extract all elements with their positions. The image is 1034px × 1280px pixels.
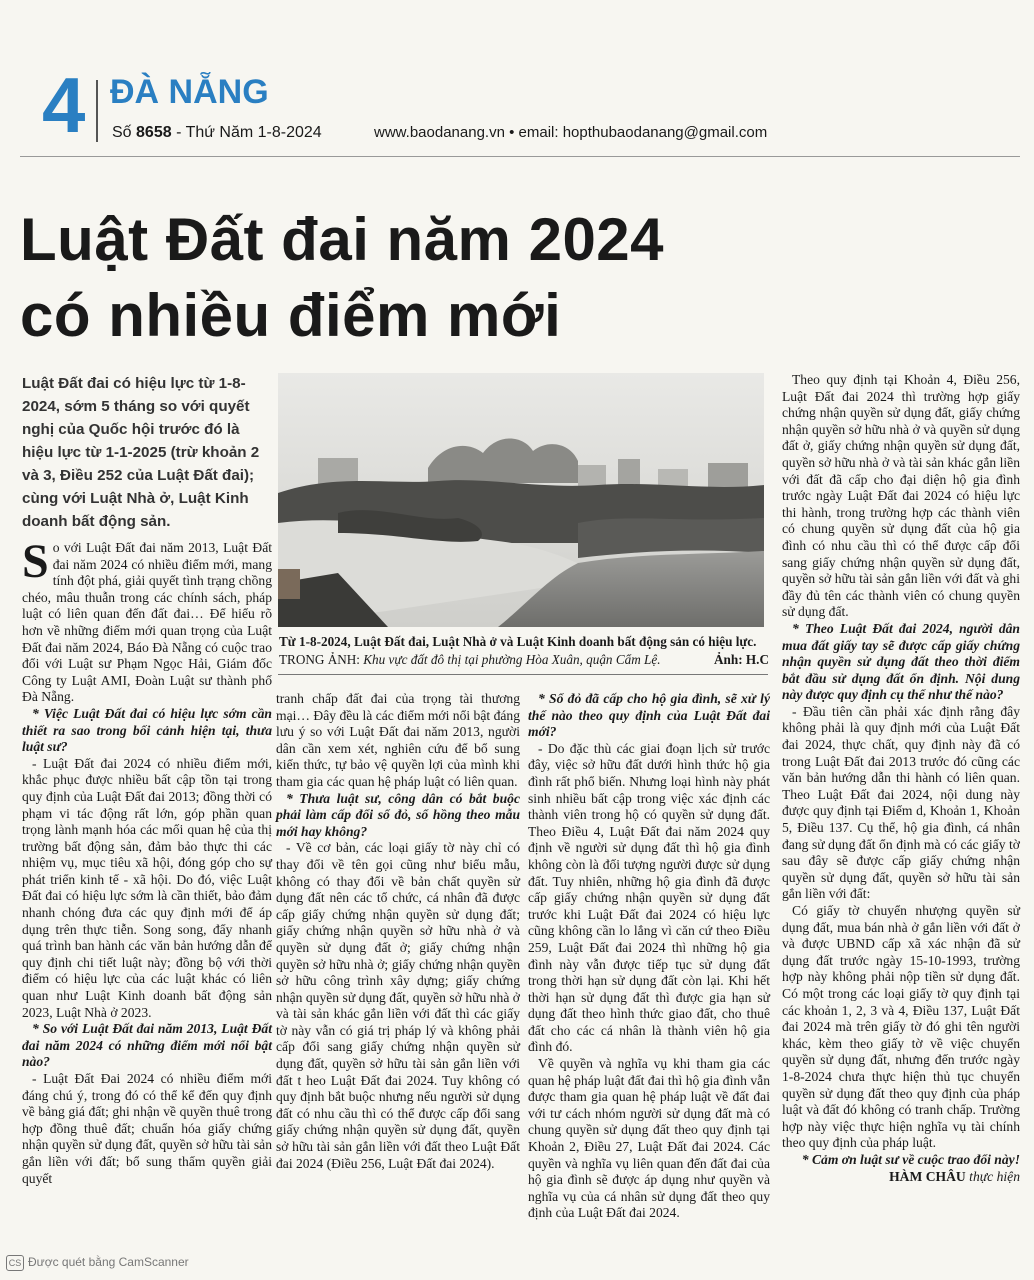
scanner-text: Được quét bằng CamScanner [28, 1255, 189, 1270]
article-lead: Luật Đất đai có hiệu lực từ 1-8-2024, sớm 5 tháng so với quyết nghị của Quốc hội trước đó là hiệu lực từ 1-1-2025 (trừ khoản 2 và 3, Điều 252 của Luật Đất đai); cùng với Luật Nhà ở, Luật Kinh doanh bất động sản. [22, 375, 260, 530]
answer-1: - Luật Đất đai 2024 có nhiều điểm mới, khắc phục được nhiều bất cập tồn tại trong quy định của Luật Đất đai 2013; đồng thời có phạm vi tác động rất lớn, góp phần quan trọng lành mạnh hóa các mối quan hệ của thị trường bất động sản, đảm bảo thực thi các nhiệm vụ, mục tiêu xã hội, đóng góp cho sự phát triển kinh tế - xã hội. Do đó, việc Luật Đất đai có hiệu lực sớm là cần thiết, bảo đảm nhanh chóng đưa các quy định mới để áp dụng trên thực tiễn. Song song, đẩy nhanh quá trình ban hành các văn bản hướng dẫn để quy định chi tiết luật này; đồng bộ với thời điểm có hiệu lực của các luật khác có liên quan như Luật Kinh doanh bất động sản 2023, Luật Nhà ở 2023. [22, 755, 272, 1020]
photo-caption-bold: Từ 1-8-2024, Luật Đất đai, Luật Nhà ở và Luật Kinh doanh bất động sản có hiệu lực. [279, 634, 757, 649]
answer-3: - Về cơ bản, các loại giấy tờ này chỉ có thay đổi về tên gọi cũng như biểu mẫu, không có thay đổi về bản chất quyền sử dụng đất nên các tổ chức, cá nhân đã được cấp giấy chứng nhận quyền sử dụng đất; giấy chứng nhận quyền sở hữu nhà ở và quyền sử dụng đất ở; giấy chứng nhận quyền sở hữu nhà ở; giấy chứng nhận quyền sở hữu công trình xây dựng; giấy chứng nhận quyền sử dụng đất, quyền sở hữu nhà ở và tài sản khác gắn liền với đất thì các giấy tờ này vẫn có giá trị pháp lý và không phải cấp đổi sang giấy chứng nhận quyền sử dụng đất, quyền sở hữu tài sản gắn liền với đất t heo Luật Đất đai 2024. Tuy không có quy định bắt buộc nhưng nếu người sử dụng đất có nhu cầu thì có thể được cấp đổi sang giấy chứng nhận quyền sử dụng đất, quyền sở hữu tài sản gắn liền với đất theo Luật Đất đai 2024 (Điều 256, Luật Đất đai 2024). [276, 840, 520, 1171]
author-byline: HÀM CHÂU thực hiện [889, 1168, 1020, 1184]
paragraph-article-256: Theo quy định tại Khoản 4, Điều 256, Luật Đất đai 2024 thì trường hợp giấy chứng nhận quyền sử dụng đất, giấy chứng nhận quyền sở hữu nhà ở và quyền sử dụng đất ở, giấy chứng nhận quyền sử dụng đất, quyền sở hữu nhà ở và tài sản khác gắn liền với đất đã cấp cho đại diện hộ gia đình trước ngày Luật Đất đai 2024 có hiệu lực thi hành, trong trường hợp các thành viên có chung quyền sử dụng đất của hộ gia đình có nhu cầu thì có thể được cấp đổi sang giấy chứng nhận quyền sử dụng đất, quyền sở hữu tài sản gắn liền với đất và ghi đầy đủ tên các thành viên có chung quyền sử dụng đất. [782, 372, 1020, 620]
closing-thanks: * Cảm ơn luật sư về cuộc trao đổi này! [801, 1151, 1020, 1167]
question-5: * Theo Luật Đất đai 2024, người dân mua đất giấy tay sẽ được cấp giấy chứng nhận quyền sử dụng đất theo thời điểm bắt đầu sử dụng đất ổn định. Nội dung này được quy định cụ thể như thế nào? [782, 620, 1020, 703]
drop-cap: S [22, 535, 49, 588]
caption-rule [278, 674, 768, 675]
caption-text: Khu vực đất đô thị tại phường Hòa Xuân, quận Cẩm Lệ. [363, 652, 661, 667]
landscape-photo [278, 373, 764, 627]
photo-credit: Ảnh: H.C [714, 652, 769, 667]
column-3 [528, 691, 770, 1222]
answer-2-continued: tranh chấp đất đai của trọng tài thương mại… Đây đều là các điểm mới nổi bật đáng lưu ý so với Luật Đất đai năm 2013, người dân cần xem xét, nghiên cứu để bổ sung kiến thức, tự bảo vệ quyền lợi của mình khi tham gia các quan hệ pháp luật có liên quan. [276, 691, 520, 789]
issue-info [112, 124, 322, 142]
answer-4: - Do đặc thù các giai đoạn lịch sử trước đây, việc sở hữu đất dưới hình thức hộ gia đình rất phổ biến. Nhưng loại hình này phát sinh nhiều bất cập trong việc xác định các thành viên trong hộ có quyền sử dụng đất. Theo Điều 4, Luật Đất đai năm 2024 quy định về người sử dụng đất thì hộ gia đình không còn là đối tượng người được sử dụng đất. Tuy nhiên, những hộ gia đình đã được cấp giấy chứng nhận quyền sử dụng đất trước khi Luật Đất đai 2024 có hiệu lực cũng không cần lo lắng vì căn cứ theo Điều 259, Luật Đất đai 2024 thì những hộ gia đình này vẫn được tiếp tục sử dụng đất trong thời hạn sử dụng đất còn lại. Khi hết thời hạn sử dụng đất thì được gia hạn sử dụng đất theo hình thức giao đất, cho thuê đất cho các cá nhân là thành viên hộ gia đình đó. [528, 740, 770, 1055]
scanner-watermark [6, 1255, 189, 1271]
headline-line-1: Luật Đất đai năm 2024 [20, 206, 665, 273]
column-4 [782, 372, 1020, 1185]
issue-number: 8658 [136, 124, 172, 141]
article-headline [20, 202, 1010, 354]
column-1 [22, 535, 272, 1187]
question-1: * Việc Luật Đất đai có hiệu lực sớm cần thiết ra sao trong bối cảnh hiện tại, thưa luật sư? [22, 705, 272, 755]
contact-info: www.baodanang.vn • email: hopthubaodanang@gmail.com [374, 124, 768, 141]
masthead-divider [96, 80, 98, 142]
question-4: * Sổ đỏ đã cấp cho hộ gia đình, sẽ xử lý thế nào theo quy định của Luật Đất đai mới? [528, 691, 770, 740]
paragraph-rights: Về quyền và nghĩa vụ khi tham gia các quan hệ pháp luật đất đai thì hộ gia đình vẫn được tham gia quan hệ pháp luật về đất đai với tư cách nhóm người sử dụng đất mà có chung quyền sử dụng đất theo quy định tại Khoản 2, Điều 27, Luật Đất đai 2024. Các quyền và nghĩa vụ liên quan đến đất đai của hộ gia đình sẽ được áp dụng như quyền và nghĩa vụ của cá nhân sử dụng đất theo quy định của Luật Đất đai 2024. [528, 1056, 770, 1221]
issue-date: - Thứ Năm 1-8-2024 [176, 124, 322, 141]
answer-2: - Luật Đất Đai 2024 có nhiều điểm mới đáng chú ý, trong đó có thể kể đến quy định về bảng giá đất; ghi nhận về quyền thuê trong hợp đồng thuê đất; chuẩn hóa giấy chứng nhận quyền sử dụng đất, quyền sở hữu tài sản gắn liền với đất; bổ sung thẩm quyền giải quyết [22, 1071, 272, 1186]
photo-caption [279, 652, 769, 668]
headline-line-2: có nhiều điểm mới [20, 282, 562, 349]
camscanner-icon: CS [6, 1255, 24, 1271]
question-2: * So với Luật Đất đai năm 2013, Luật Đất đai năm 2024 có những điểm mới nổi bật nào? [22, 1021, 272, 1070]
caption-prefix: TRONG ẢNH: [279, 652, 360, 667]
answer-5: - Đầu tiên cần phải xác định rằng đây không phải là quy định mới của Luật Đất đai 2024, thực chất, quy định này đã có trong Luật Đất đai 2013 trước đó cũng các văn bản hướng dẫn thi hành có liên quan. Theo Luật Đất đai 2024, nội dung này được quy định tại Điểm d, Khoản 1, Khoản 5, Điều 137. Cụ thể, hộ gia đình, cá nhân đang sử dụng đất ổn định mà có các giấy tờ sau đây sẽ được cấp giấy chứng nhận quyền sử dụng đất, quyền sở hữu tài sản gắn liền với đất: [782, 703, 1020, 902]
column-2 [276, 691, 520, 1172]
paragraph-documents: Có giấy tờ chuyển nhượng quyền sử dụng đất, mua bán nhà ở gắn liền với đất ở và được UBND cấp xã xác nhận đã sử dụng đất trước ngày 15-10-1993, trường hợp này không phải nộp tiền sử dụng đất. Có một trong các loại giấy tờ quy định tại các khoản 1, 2, 3 và 4, Điều 137, Luật Đất đai 2024 mà trên giấy tờ đó ghi tên người khác, kèm theo giấy tờ về việc chuyển quyền sử dụng đất, nhưng đến trước ngày 1-8-2024 chưa thực hiện thủ tục chuyển quyền sử dụng đất theo quy định của pháp luật và đất đó không có tranh chấp. Trường hợp này việc thực hiện nghĩa vụ tài chính theo quy định của pháp luật. [782, 903, 1020, 1151]
intro-paragraph: So với Luật Đất đai năm 2013, Luật Đất đai năm 2024 có nhiều điểm mới, mang tính đột phá, giải quyết tình trạng chồng chéo, mâu thuẫn trong các chính sách, pháp luật có liên quan đến đất đai… Để hiểu rõ hơn về những điểm mới quan trọng của Luật Đất đai năm 2024, Báo Đà Nẵng có cuộc trao đổi với Luật sư Phạm Ngọc Hải, Giám đốc Công ty Luật AMI, Đoàn Luật sư thành phố Đà Nẵng. [22, 535, 272, 705]
article-photo [278, 373, 764, 627]
issue-label: Số [112, 124, 132, 141]
newspaper-name: ĐÀ NẴNG [110, 73, 269, 111]
header-rule [20, 156, 1020, 157]
page-number: 4 [42, 61, 86, 149]
question-3: * Thưa luật sư, công dân có bắt buộc phải làm cấp đổi sổ đỏ, sổ hồng theo mẫu mới hay không? [276, 790, 520, 839]
